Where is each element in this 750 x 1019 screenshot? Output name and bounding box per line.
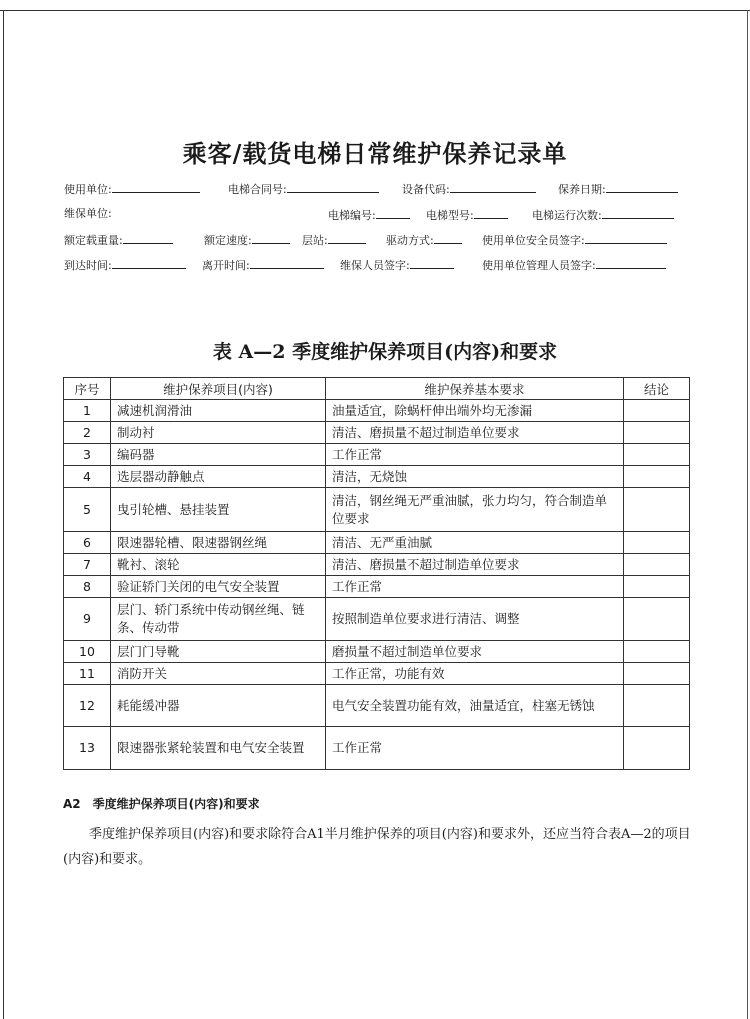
field-label: 使用单位: <box>64 183 112 196</box>
cell-result[interactable] <box>624 663 690 685</box>
table-row <box>64 444 690 466</box>
field-arrival-time[interactable] <box>64 256 186 274</box>
cell-requirement: 工作正常 <box>326 444 624 466</box>
section-heading: A2 季度维护保养项目(内容)和要求 <box>63 797 260 811</box>
field-label: 电梯运行次数: <box>532 209 602 222</box>
table-row <box>64 641 690 663</box>
cell-requirement: 磨损量不超过制造单位要求 <box>326 641 624 663</box>
cell-result[interactable] <box>624 641 690 663</box>
header-result: 结论 <box>624 378 690 400</box>
cell-item: 限速器轮槽、限速器钢丝绳 <box>111 532 326 554</box>
cell-item: 层门、轿门系统中传动钢丝绳、链条、传动带 <box>111 598 326 641</box>
field-label: 电梯合同号: <box>228 183 287 196</box>
cell-result[interactable] <box>624 576 690 598</box>
cell-item: 选层器动静触点 <box>111 466 326 488</box>
table-row <box>64 685 690 727</box>
header-no: 序号 <box>64 378 111 400</box>
table-row <box>64 466 690 488</box>
field-blank[interactable] <box>112 180 200 193</box>
field-maintenance-unit[interactable] <box>64 206 112 222</box>
cell-result[interactable] <box>624 466 690 488</box>
field-maintainer-signature[interactable] <box>340 256 454 274</box>
field-label: 电梯编号: <box>328 209 376 222</box>
field-blank[interactable] <box>410 256 454 269</box>
cell-no: 7 <box>64 554 111 576</box>
cell-requirement: 清洁，无烧蚀 <box>326 466 624 488</box>
table-row <box>64 400 690 422</box>
field-label: 驱动方式: <box>386 234 434 247</box>
table-row <box>64 663 690 685</box>
cell-requirement: 工作正常，功能有效 <box>326 663 624 685</box>
cell-requirement: 清洁、无严重油腻 <box>326 532 624 554</box>
cell-result[interactable] <box>624 488 690 532</box>
field-user-unit[interactable] <box>64 180 200 198</box>
field-safety-officer-signature[interactable] <box>482 231 667 249</box>
field-blank[interactable] <box>606 180 678 193</box>
cell-item: 曳引轮槽、悬挂装置 <box>111 488 326 532</box>
field-label: 使用单位安全员签字: <box>482 234 585 247</box>
cell-result[interactable] <box>624 400 690 422</box>
cell-no: 12 <box>64 685 111 727</box>
cell-no: 4 <box>64 466 111 488</box>
field-label: 离开时间: <box>202 259 250 272</box>
field-blank[interactable] <box>474 206 508 219</box>
field-label: 维保单位: <box>64 207 112 220</box>
field-blank[interactable] <box>596 256 666 269</box>
cell-result[interactable] <box>624 444 690 466</box>
field-contract-no[interactable] <box>228 180 379 198</box>
field-label: 层站: <box>302 234 328 247</box>
table-row <box>64 727 690 770</box>
cell-result[interactable] <box>624 532 690 554</box>
field-rated-speed[interactable] <box>204 231 290 249</box>
cell-item: 靴衬、滚轮 <box>111 554 326 576</box>
form-row-3 <box>64 231 694 247</box>
cell-requirement: 按照制造单位要求进行清洁、调整 <box>326 598 624 641</box>
cell-item: 编码器 <box>111 444 326 466</box>
cell-no: 10 <box>64 641 111 663</box>
field-floors[interactable] <box>302 231 366 249</box>
field-elevator-model[interactable] <box>426 206 508 224</box>
cell-result[interactable] <box>624 727 690 770</box>
cell-item: 耗能缓冲器 <box>111 685 326 727</box>
field-departure-time[interactable] <box>202 256 324 274</box>
field-manager-signature[interactable] <box>482 256 666 274</box>
table-row <box>64 598 690 641</box>
cell-no: 9 <box>64 598 111 641</box>
cell-no: 6 <box>64 532 111 554</box>
cell-item: 限速器张紧轮装置和电气安全装置 <box>111 727 326 770</box>
cell-requirement: 电气安全装置功能有效，油量适宜，柱塞无锈蚀 <box>326 685 624 727</box>
field-device-code[interactable] <box>402 180 536 198</box>
cell-requirement: 清洁、磨损量不超过制造单位要求 <box>326 554 624 576</box>
quarterly-maintenance-table <box>63 377 690 770</box>
cell-item: 减速机润滑油 <box>111 400 326 422</box>
field-blank[interactable] <box>123 231 173 244</box>
cell-result[interactable] <box>624 554 690 576</box>
field-maintenance-date[interactable] <box>558 180 678 198</box>
cell-no: 13 <box>64 727 111 770</box>
field-label: 额定载重量: <box>64 234 123 247</box>
cell-no: 5 <box>64 488 111 532</box>
cell-requirement: 工作正常 <box>326 576 624 598</box>
field-label: 保养日期: <box>558 183 606 196</box>
page-border-top <box>0 10 750 11</box>
field-elevator-no[interactable] <box>328 206 410 224</box>
cell-requirement: 清洁，钢丝绳无严重油腻，张力均匀，符合制造单位要求 <box>326 488 624 532</box>
field-blank[interactable] <box>287 180 379 193</box>
field-label: 额定速度: <box>204 234 252 247</box>
table-row <box>64 576 690 598</box>
table-title: 表 A—2 季度维护保养项目(内容)和要求 <box>212 341 558 363</box>
cell-no: 2 <box>64 422 111 444</box>
cell-result[interactable] <box>624 685 690 727</box>
field-label: 维保人员签字: <box>340 259 410 272</box>
field-blank[interactable] <box>250 256 324 269</box>
form-row-4 <box>64 256 694 272</box>
cell-no: 8 <box>64 576 111 598</box>
cell-result[interactable] <box>624 598 690 641</box>
cell-item: 消防开关 <box>111 663 326 685</box>
cell-requirement: 清洁、磨损量不超过制造单位要求 <box>326 422 624 444</box>
field-blank[interactable] <box>602 206 674 219</box>
field-blank[interactable] <box>585 231 667 244</box>
field-label: 到达时间: <box>64 259 112 272</box>
cell-requirement: 油量适宜，除蜗杆伸出端外均无渗漏 <box>326 400 624 422</box>
header-requirement: 维护保养基本要求 <box>326 378 624 400</box>
field-blank[interactable] <box>434 231 462 244</box>
table-header-row <box>64 378 690 400</box>
field-label: 使用单位管理人员签字: <box>482 259 596 272</box>
cell-requirement: 工作正常 <box>326 727 624 770</box>
table-row <box>64 554 690 576</box>
field-blank[interactable] <box>112 256 186 269</box>
cell-item: 验证轿门关闭的电气安全装置 <box>111 576 326 598</box>
header-item: 维护保养项目(内容) <box>111 378 326 400</box>
field-label: 电梯型号: <box>426 209 474 222</box>
document-title: 乘客/载货电梯日常维护保养记录单 <box>182 139 568 168</box>
table-row <box>64 532 690 554</box>
field-label: 设备代码: <box>402 183 450 196</box>
field-blank[interactable] <box>450 180 536 193</box>
cell-no: 1 <box>64 400 111 422</box>
table-row <box>64 488 690 532</box>
cell-no: 11 <box>64 663 111 685</box>
field-rated-load[interactable] <box>64 231 173 249</box>
cell-item: 制动衬 <box>111 422 326 444</box>
table-row <box>64 422 690 444</box>
field-blank[interactable] <box>376 206 410 219</box>
cell-result[interactable] <box>624 422 690 444</box>
field-blank[interactable] <box>252 231 290 244</box>
field-run-count[interactable] <box>532 206 674 224</box>
form-row-1 <box>64 180 694 196</box>
section-paragraph: 季度维护保养项目(内容)和要求除符合A1半月维护保养的项目(内容)和要求外，还应当符合表A—2的项目(内容)和要求。 <box>63 827 691 867</box>
form-row-2 <box>64 206 694 222</box>
cell-no: 3 <box>64 444 111 466</box>
cell-item: 层门门导靴 <box>111 641 326 663</box>
field-blank[interactable] <box>328 231 366 244</box>
field-drive-mode[interactable] <box>386 231 462 249</box>
